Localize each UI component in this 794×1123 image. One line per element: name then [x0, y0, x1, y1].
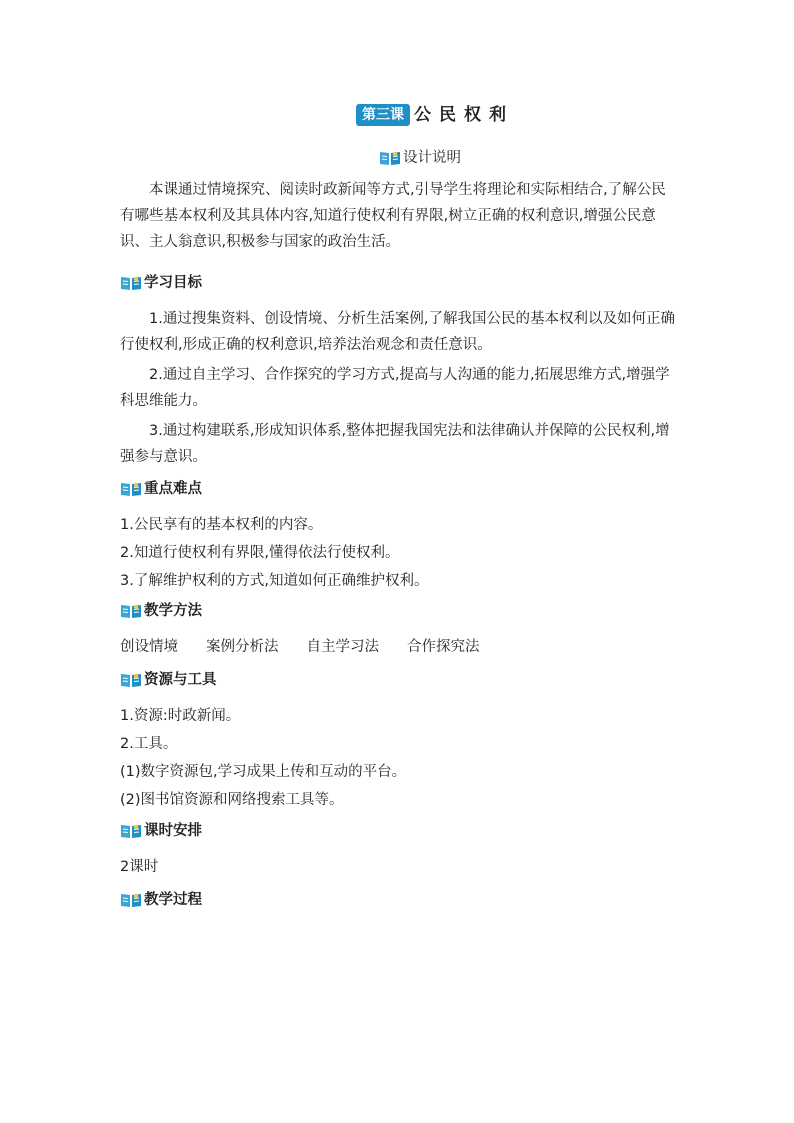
method-item: 自主学习法 [306, 639, 379, 655]
goal-item-2: 2.通过自主学习、合作探究的学习方式,提高与人沟通的能力,拓展思维方式,增强学科思维能力。 [120, 367, 670, 409]
book-icon [120, 603, 142, 619]
book-icon [120, 275, 142, 291]
resource-item-3: (1)数字资源包,学习成果上传和互动的平台。 [120, 764, 407, 780]
lesson-title-row [120, 102, 680, 130]
keypoints-section [120, 476, 680, 594]
resources-section [120, 667, 680, 813]
keypoints-heading [120, 476, 680, 502]
design-section [120, 145, 680, 255]
lesson-title: 公民权利 [414, 105, 514, 125]
design-heading [160, 145, 680, 171]
book-icon [120, 892, 142, 908]
process-heading-text: 教学过程 [144, 892, 202, 908]
methods-section [120, 598, 680, 660]
goals-heading-text: 学习目标 [144, 275, 202, 291]
design-heading-text: 设计说明 [403, 150, 461, 166]
resources-heading [120, 667, 680, 693]
resource-item-4: (2)图书馆资源和网络搜索工具等。 [120, 792, 344, 808]
schedule-heading [120, 818, 680, 844]
schedule-text: 2课时 [120, 859, 159, 875]
keypoint-item-2: 2.知道行使权利有界限,懂得依法行使权利。 [120, 545, 400, 561]
method-item: 合作探究法 [407, 639, 480, 655]
design-paragraph: 本课通过情境探究、阅读时政新闻等方式,引导学生将理论和实际相结合,了解公民有哪些基本权利及其具体内容,知道行使权利有界限,树立正确的权利意识,增强公民意识、主人翁意识,积极参与国家的政治生活。 [120, 182, 666, 250]
keypoint-item-3: 3.了解维护权利的方式,知道如何正确维护权利。 [120, 573, 429, 589]
methods-list [120, 634, 680, 660]
resources-heading-text: 资源与工具 [144, 672, 217, 688]
keypoint-item-1: 1.公民享有的基本权利的内容。 [120, 517, 323, 533]
schedule-heading-text: 课时安排 [144, 823, 202, 839]
resource-item-2: 2.工具。 [120, 736, 178, 752]
resource-item-1: 1.资源:时政新闻。 [120, 708, 241, 724]
lesson-badge: 第三课 [356, 104, 410, 126]
goal-item-3: 3.通过构建联系,形成知识体系,整体把握我国宪法和法律确认并保障的公民权利,增强参与意识。 [120, 423, 670, 465]
book-icon [120, 672, 142, 688]
book-icon [120, 481, 142, 497]
goal-item-1: 1.通过搜集资料、创设情境、分析生活案例,了解我国公民的基本权利以及如何正确行使权利,形成正确的权利意识,培养法治观念和责任意识。 [120, 311, 675, 353]
goals-section [120, 270, 680, 470]
methods-heading [120, 598, 680, 624]
book-icon [120, 823, 142, 839]
method-item: 创设情境 [120, 639, 178, 655]
process-heading [120, 887, 680, 913]
method-item: 案例分析法 [206, 639, 279, 655]
methods-heading-text: 教学方法 [144, 603, 202, 619]
process-section [120, 887, 680, 913]
keypoints-heading-text: 重点难点 [144, 481, 202, 497]
book-icon [379, 150, 401, 166]
schedule-section [120, 818, 680, 880]
goals-heading [120, 270, 680, 296]
